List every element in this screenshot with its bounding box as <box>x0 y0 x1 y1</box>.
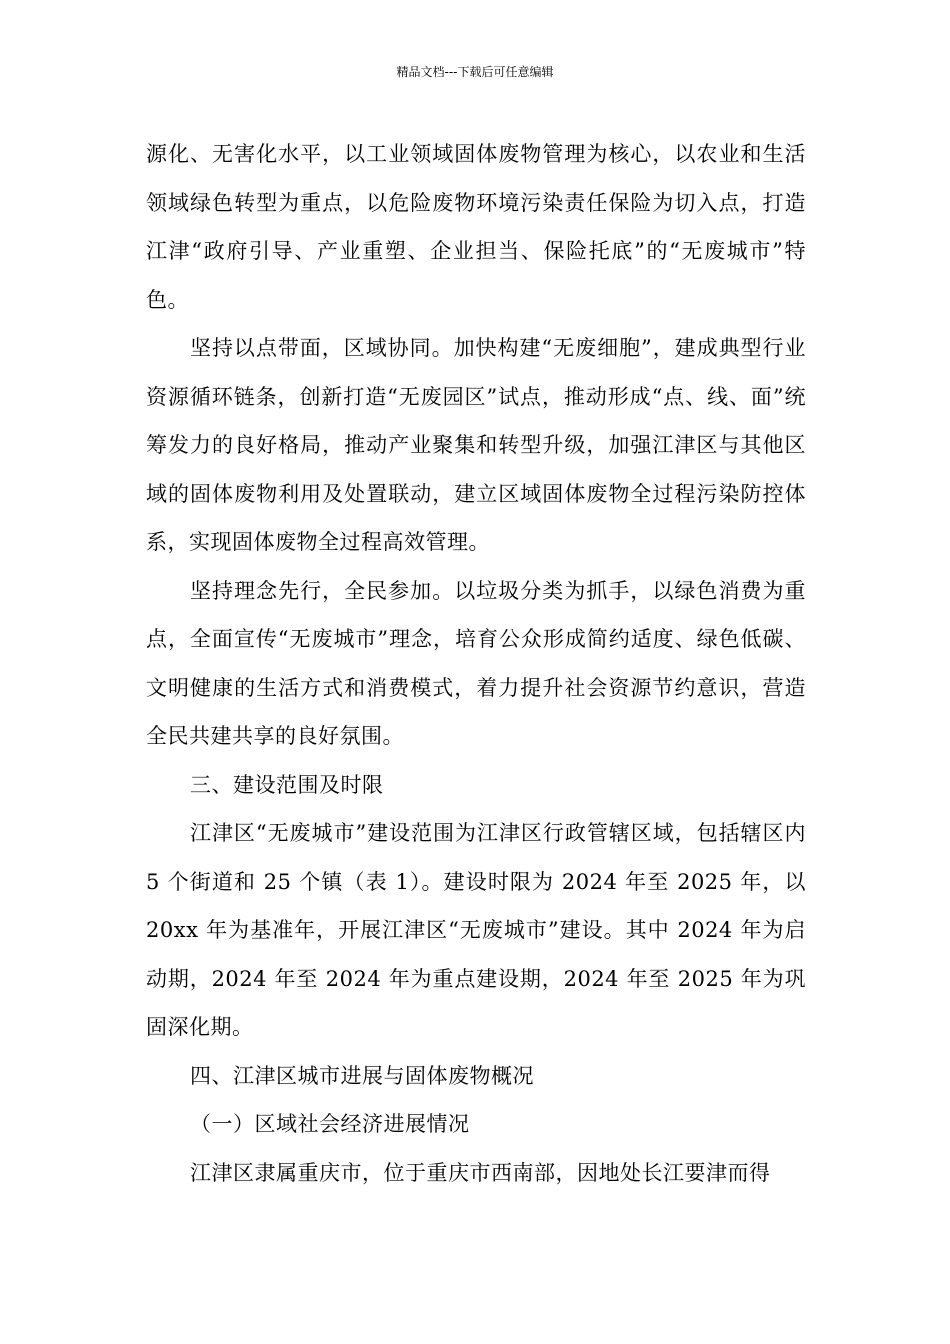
paragraph-scope-timeline: 江津区“无废城市”建设范围为江津区行政管辖区域，包括辖区内 5 个街道和 25 个镇（表 1）。建设时限为 2024 年至 2025 年，以 20xx 年为基准年，开展江津区“无废城市”建设。其中 2024 年为启动期，2024 年至 2024 年为重点建设期，2024 年至 2025 年为巩固深化期。 <box>146 821 806 1039</box>
section-heading-overview: 四、江津区城市进展与固体废物概况 <box>190 1063 534 1088</box>
subsection-heading-socioeconomic: （一）区域社会经济进展情况 <box>190 1112 470 1136</box>
section-heading-scope: 三、建设范围及时限 <box>190 772 384 797</box>
page-header: 精品文档---下载后可任意编辑 <box>396 65 554 79</box>
paragraph-regional-coordination: 坚持以点带面，区域协同。加快构建“无废细胞”，建成典型行业资源循环链条，创新打造“无废园区”试点，推动形成“点、线、面”统筹发力的良好格局，推动产业聚集和转型升级，加强江津区与其他区域的固体废物利用及处置联动，建立区域固体废物全过程污染防控体系，实现固体废物全过程高效管理。 <box>146 336 806 554</box>
paragraph-public-participation: 坚持理念先行，全民参加。以垃圾分类为抓手，以绿色消费为重点，全面宣传“无废城市”理念，培育公众形成简约适度、绿色低碳、文明健康的生活方式和消费模式，着力提升社会资源节约意识，营造全民共建共享的良好氛围。 <box>146 578 806 748</box>
paragraph-district-intro: 江津区隶属重庆市，位于重庆市西南部，因地处长江要津而得 <box>190 1160 771 1185</box>
document-body <box>146 130 806 1197</box>
paragraph-continuation: 源化、无害化水平，以工业领域固体废物管理为核心，以农业和生活领域绿色转型为重点，以危险废物环境污染责任保险为切入点，打造江津“政府引导、产业重塑、企业担当、保险托底”的“无废城市”特色。 <box>146 142 806 312</box>
